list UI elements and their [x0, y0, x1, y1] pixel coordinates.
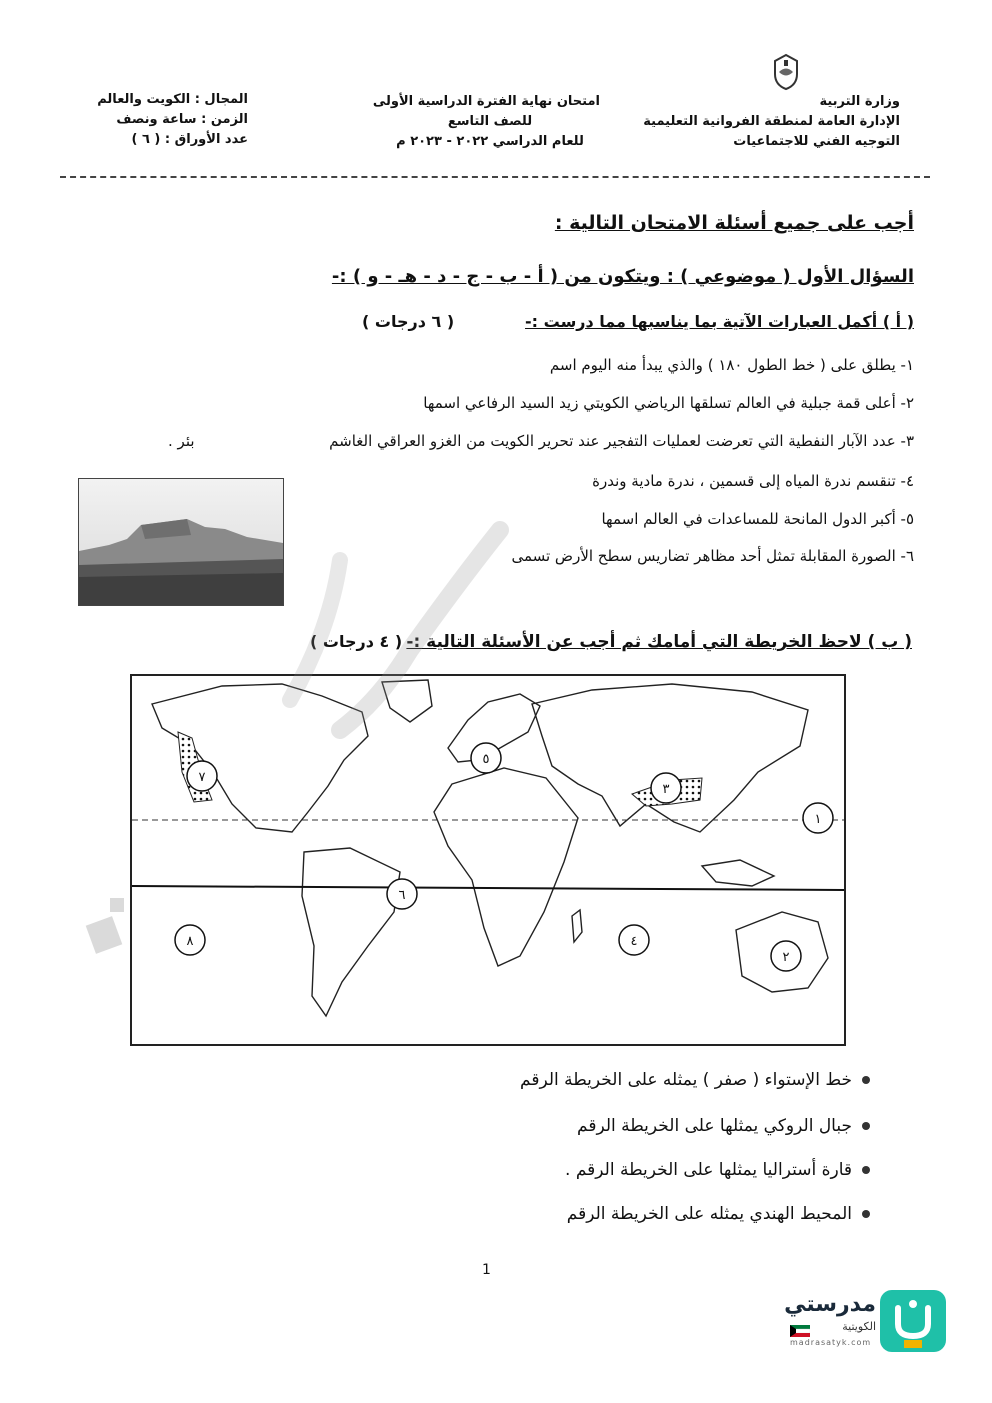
- grade-label: للصف التاسع: [447, 114, 533, 129]
- map-label-7: ٧: [198, 770, 206, 785]
- subject-field: المجال : الكويت والعالم: [97, 92, 248, 107]
- page-number: 1: [482, 1262, 491, 1278]
- part-a-item-3: ٣- عدد الآبار النفطية التي تعرضت لعمليات التفجير عند تحرير الكويت من الغزو العراقي الغاشم: [329, 432, 914, 450]
- brand-url: madrasatyk.com: [790, 1338, 872, 1347]
- part-a-item-1: ١- يطلق على ( خط الطول ١٨٠ ) والذي يبدأ منه اليوم اسم: [549, 356, 914, 374]
- map-label-8: ٨: [186, 934, 194, 949]
- part-b-bullet-1: خط الإستواء ( صفر ) يمثله على الخريطة الرقم: [520, 1070, 870, 1090]
- world-map: [130, 674, 846, 1046]
- header-right: [643, 92, 900, 152]
- plateau-photo: [78, 478, 284, 606]
- part-a-item-6: ٦- الصورة المقابلة تمثل أحد مظاهر تضاريس سطح الأرض تسمى: [511, 547, 914, 565]
- map-label-3: ٣: [662, 782, 670, 797]
- brand-logo-icon: [880, 1290, 946, 1352]
- part-a-item-4: ٤- تنقسم ندرة المياه إلى قسمين ، ندرة مادية وندرة: [592, 472, 914, 490]
- map-label-4: ٤: [630, 934, 638, 949]
- part-b-label: ( ب ) لاحظ الخريطة التي أمامك ثم أجب عن الأسئلة التالية :-: [406, 632, 912, 652]
- bullet-dot-icon: [862, 1166, 870, 1174]
- part-b-marks: ( ٤ درجات ): [310, 632, 403, 651]
- map-label-6: ٦: [398, 888, 406, 903]
- part-a-label: ( أ ) أكمل العبارات الآتية بما يناسبها مما درست :-: [525, 312, 914, 331]
- directorate-name: الإدارة العامة لمنطقة الفروانية التعليمية: [643, 114, 900, 129]
- part-a-item-2: ٢- أعلى قمة جبلية في العالم تسلقها الرياضي الكويتي زيد السيد الرفاعي اسمها: [423, 394, 914, 412]
- part-a-item-5: ٥- أكبر الدول المانحة للمساعدات في العالم اسمها: [601, 510, 914, 528]
- department-name: التوجيه الفني للاجتماعيات: [733, 134, 900, 149]
- sheet-count: عدد الأوراق : ( ٦ ): [131, 132, 248, 147]
- ministry-emblem-icon: [766, 52, 806, 92]
- brand-name: مدرستي: [784, 1292, 876, 1317]
- world-map-drawing: [132, 676, 844, 1044]
- map-label-5: ٥: [482, 752, 490, 767]
- academic-year: للعام الدراسي ٢٠٢٢ - ٢٠٢٣ م: [396, 134, 584, 149]
- exam-title: امتحان نهاية الفترة الدراسية الأولى: [372, 94, 600, 109]
- part-a-item-3-suffix: بئر .: [168, 432, 195, 450]
- bullet-dot-icon: [862, 1076, 870, 1084]
- brand-sub: الكويتية: [842, 1320, 876, 1333]
- map-label-2: ٢: [782, 950, 790, 965]
- bullet-dot-icon: [862, 1210, 870, 1218]
- question1-heading: السؤال الأول ( موضوعي ) : ويتكون من ( أ - ب - ج - د - هـ - و ) :-: [331, 266, 914, 287]
- instructions: أجب على جميع أسئلة الامتحان التالية :: [554, 212, 914, 234]
- exam-duration: الزمن : ساعة ونصف: [116, 112, 248, 127]
- brand-flag-icon: [790, 1322, 810, 1334]
- header-left: [98, 90, 248, 150]
- map-label-1: ١: [814, 812, 822, 827]
- part-b-bullet-4: المحيط الهندي يمثله على الخريطة الرقم: [567, 1204, 870, 1224]
- ministry-name: وزارة التربية: [819, 94, 900, 109]
- part-b-bullet-2: جبال الروكي يمثلها على الخريطة الرقم: [577, 1116, 870, 1136]
- header-divider: [60, 176, 930, 178]
- part-a-marks: ( ٦ درجات ): [362, 312, 455, 331]
- bullet-dot-icon: [862, 1122, 870, 1130]
- part-b-bullet-3: قارة أستراليا يمثلها على الخريطة الرقم .: [565, 1160, 870, 1180]
- header-center: [372, 92, 600, 152]
